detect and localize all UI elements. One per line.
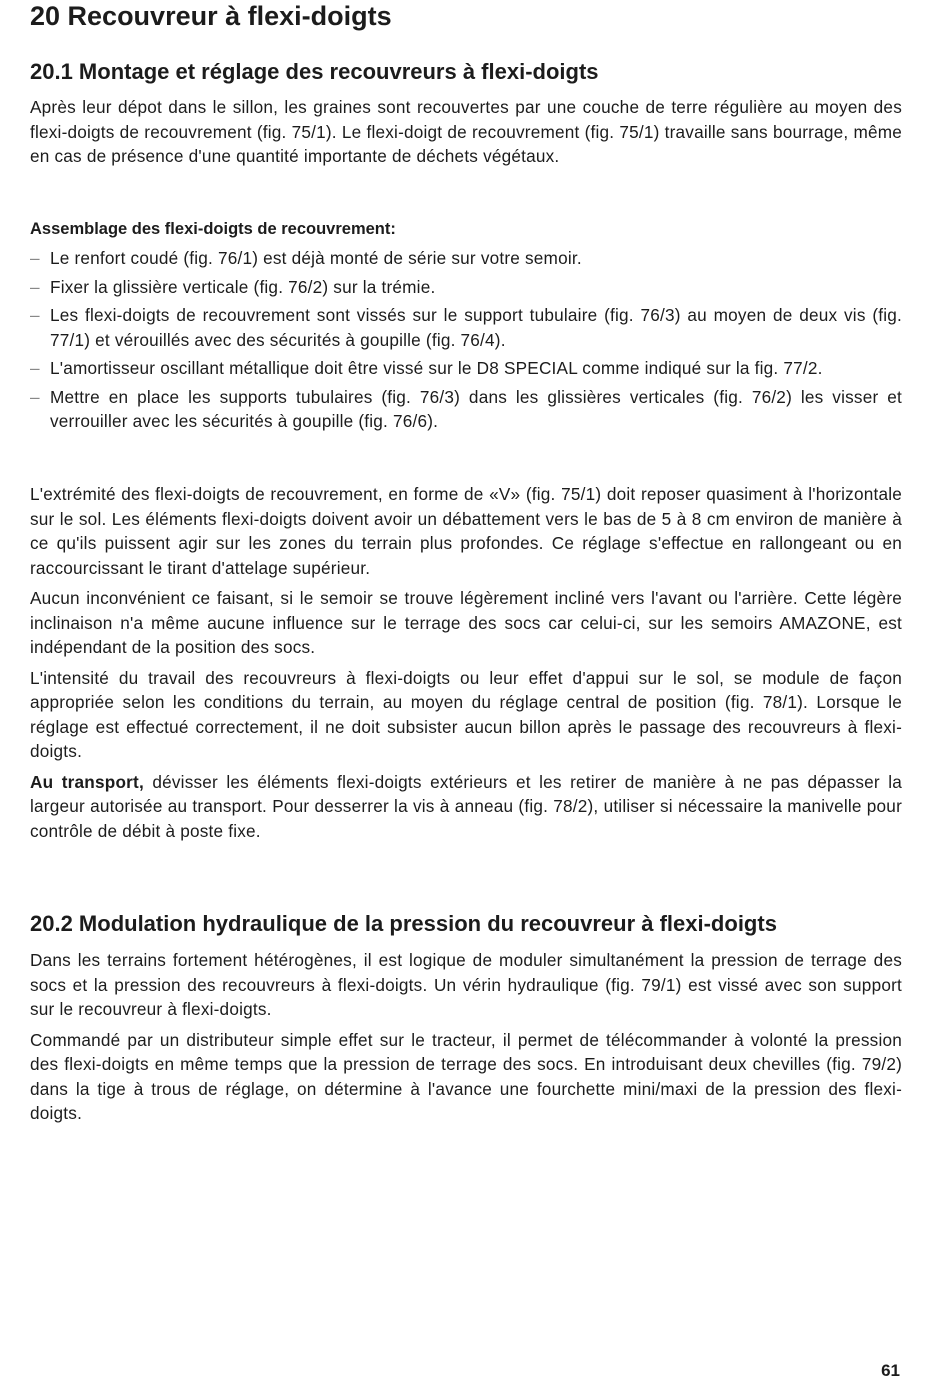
list-dash: – (30, 248, 40, 268)
section-1-intro: Après leur dépot dans le sillon, les graines sont recouvertes par une couche de terre régulière au moyen des flexi-doigts de recouvrement (fig. 75/1). Le flexi-doigt de recouvrement (fig. 75/1) travaille sans bourrage, même en cas de présence d'une quantité importante de déchets végétaux. (30, 97, 902, 166)
paragraph-transport (30, 770, 902, 844)
list-dash: – (30, 386, 40, 407)
section-1-title: 20.1 Montage et réglage des recouvreurs à flexi-doigts (30, 59, 599, 84)
paragraph-incline: Aucun inconvénient ce faisant, si le semoir se trouve légèrement incliné vers l'avant ou l'arrière. Cette légère inclinaison n'a même aucune influence sur le terrage des socs car celui-ci, sur les semoirs AMAZONE, est indépendant de la position des socs. (30, 588, 902, 657)
assembly-steps-list (30, 246, 902, 438)
assembly-step-text: Mettre en place les supports tubulaires (fig. 76/3) dans les glissières verticales (fig. 76/2) les visser et verrouiller avec les sécurités à goupille (fig. 76/6). (50, 386, 902, 431)
list-dash: – (30, 305, 40, 325)
transport-lead: Au transport, (30, 771, 144, 792)
assembly-heading: Assemblage des flexi-doigts de recouvrement: (30, 220, 396, 238)
list-dash: – (30, 358, 40, 378)
section-2-paragraph-1: Dans les terrains fortement hétérogènes, il est logique de moduler simultanément la pression de terrage des socs et la pression des recouvreurs à flexi-doigts. Un vérin hydraulique (fig. 79/1) est vissé avec son support sur le recouvreur à flexi-doigts. (30, 950, 902, 1019)
paragraph-extremity: L'extrémité des flexi-doigts de recouvrement, en forme de «V» (fig. 75/1) doit reposer quasiment à l'horizontale sur le sol. Les éléments flexi-doigts doivent avoir un débattement vers le bas de 5 à 8 cm environ de manière à ce qu'ils puissent agir sur les zones du terrain plus profondes. Ce réglage s'effectue en rallongeant ou en raccourcissant le tirant d'attelage supérieur. (30, 484, 902, 578)
page-number: 61 (881, 1361, 900, 1380)
assembly-step-text: Le renfort coudé (fig. 76/1) est déjà monté de série sur votre semoir. (50, 248, 582, 268)
list-dash: – (30, 276, 40, 297)
list-item (30, 246, 902, 271)
section-1-intro-block (30, 95, 902, 169)
assembly-step-text: Fixer la glissière verticale (fig. 76/2) sur la trémie. (50, 276, 436, 297)
assembly-step-text: Les flexi-doigts de recouvrement sont vissés sur le support tubulaire (fig. 76/3) au moyen de deux vis (fig. 77/1) et vérouillés avec des sécurités à goupille (fig. 76/4). (50, 305, 902, 350)
list-item (30, 356, 902, 381)
chapter-title: 20 Recouvreur à flexi-doigts (30, 1, 392, 31)
list-item (30, 385, 902, 434)
section-2-paragraph-2: Commandé par un distributeur simple effet sur le tracteur, il permet de télécommander à volonté la pression des flexi-doigts en même temps que la pression de terrage des socs. En introduisant deux chevilles (fig. 79/2) dans la tige à trous de réglage, on détermine à l'avance une fourchette mini/maxi de la pression des flexi-doigts. (30, 1029, 902, 1123)
paragraph-intensity: L'intensité du travail des recouvreurs à flexi-doigts ou leur effet d'appui sur le sol, se module de façon appropriée selon les conditions du terrain, au moyen du réglage central de position (fig. 78/1). Lorsque le réglage est effectué correctement, il ne doit subsister aucun billon après le passage des recouvreurs à flexi-doigts. (30, 667, 902, 761)
section-2-body-block (30, 948, 902, 1126)
section-1-body-block (30, 482, 902, 843)
transport-text: dévisser les éléments flexi-doigts extérieurs et les retirer de manière à ne pas dépasser la largeur autorisée au transport. Pour desserrer la vis à anneau (fig. 78/2), utiliser si nécessaire la manivelle pour contrôle de débit à poste fixe. (30, 771, 902, 841)
assembly-step-text: L'amortisseur oscillant métallique doit être vissé sur le D8 SPECIAL comme indiqué sur la fig. 77/2. (50, 358, 823, 378)
list-item (30, 275, 902, 300)
list-item (30, 303, 902, 352)
section-2-title: 20.2 Modulation hydraulique de la pression du recouvreur à flexi-doigts (30, 911, 777, 936)
